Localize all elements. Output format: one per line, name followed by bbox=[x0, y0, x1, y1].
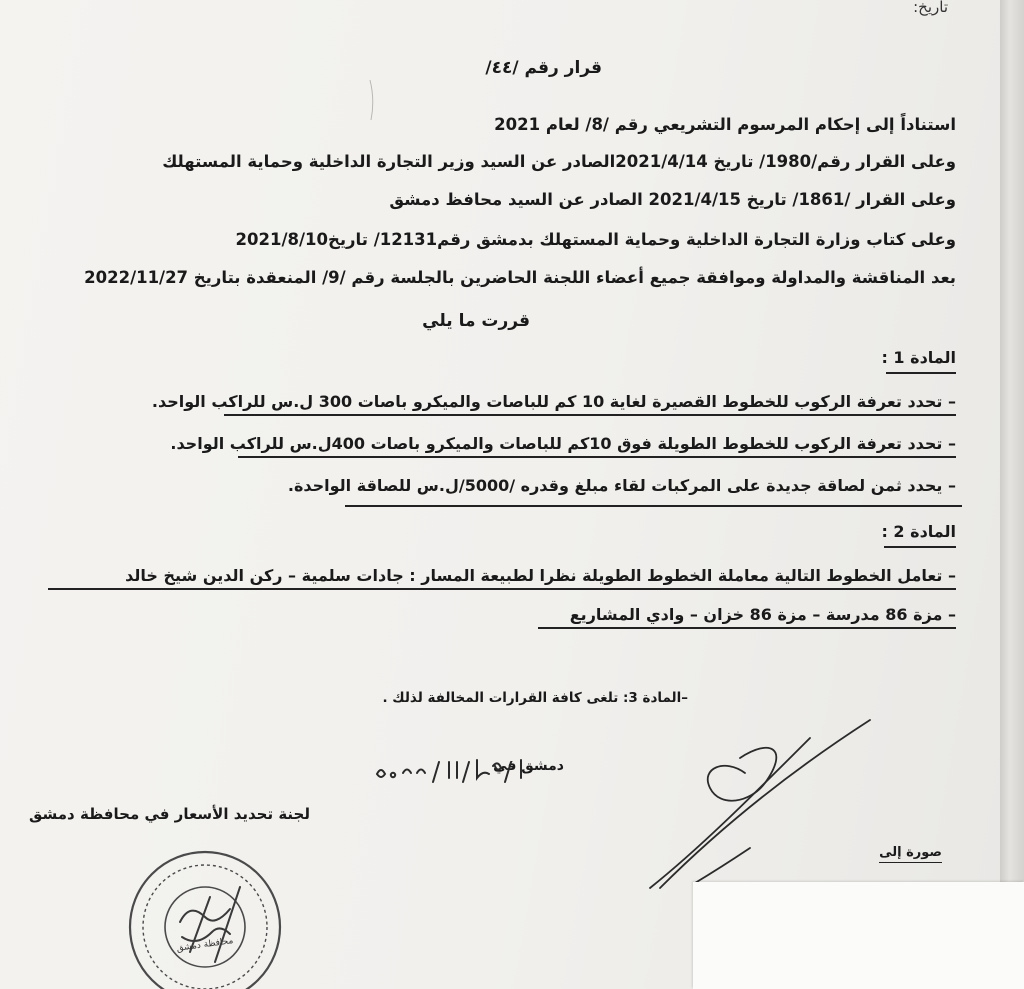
article-1-clause-3: – يحدد ثمن لصاقة جديدة على المركبات لقاء مبلغ وقدره /5000/ل.س للصاقة الواحدة. bbox=[287, 476, 956, 495]
place-date-label: دمشق في bbox=[493, 758, 564, 774]
clause-3-underline bbox=[345, 505, 962, 507]
article-1-heading: المادة 1 : bbox=[881, 348, 956, 367]
article-2-clause-1: – تعامل الخطوط التالية معاملة الخطوط الطويلة نظرا لطبيعة المسار : جادات سلمية – ركن الدين شيخ خالد bbox=[48, 566, 956, 590]
attached-note-paper bbox=[693, 882, 1024, 989]
preamble-line-2: وعلى القرار رقم/1980/ تاريخ 2021/4/14الصادر عن السيد وزير التجارة الداخلية وحماية المستهلك bbox=[162, 152, 956, 171]
preamble-line-5: بعد المناقشة والمداولة وموافقة جميع أعضاء اللجنة الحاضرين بالجلسة رقم /9/ المنعقدة بتاريخ 2022/11/27 bbox=[84, 268, 956, 287]
signature bbox=[640, 718, 880, 893]
article-1-clause-1: – تحدد تعرفة الركوب للخطوط القصيرة لغاية 10 كم للباصات والميكرو باصات 300 ل.س للراكب الواحد. bbox=[224, 392, 956, 416]
decided-heading: قررت ما يلي bbox=[422, 311, 530, 331]
preamble-line-1: استناداً إلى إحكام المرسوم التشريعي رقم /8/ لعام 2021 bbox=[494, 115, 956, 134]
copy-to-label: صورة إلى bbox=[879, 845, 942, 863]
official-stamp bbox=[120, 842, 290, 989]
handwritten-date bbox=[365, 748, 535, 788]
article-2-underline bbox=[884, 546, 956, 548]
article-1-underline bbox=[886, 372, 956, 374]
date-label: تاريخ: bbox=[913, 0, 948, 16]
article-1-clause-2: – تحدد تعرفة الركوب للخطوط الطويلة فوق 10كم للباصات والميكرو باصات 400ل.س للراكب الواحد. bbox=[238, 434, 956, 458]
paper-crease-mark bbox=[368, 80, 376, 120]
article-3-text: –المادة 3: تلغى كافة القرارات المخالفة لذلك . bbox=[382, 690, 688, 706]
committee-name: لجنة تحديد الأسعار في محافظة دمشق bbox=[28, 805, 310, 823]
article-2-clause-2: – مزة 86 مدرسة – مزة 86 خزان – وادي المشاريع bbox=[538, 605, 956, 629]
preamble-line-4: وعلى كتاب وزارة التجارة الداخلية وحماية المستهلك بدمشق رقم12131/ تاريخ2021/8/10 bbox=[235, 230, 956, 249]
stamp-text: محافظة دمشق bbox=[176, 936, 234, 954]
article-2-heading: المادة 2 : bbox=[881, 522, 956, 541]
decree-title: قرار رقم /٤٤/ bbox=[485, 58, 602, 78]
background-edge bbox=[1000, 0, 1024, 989]
preamble-line-3: وعلى القرار /1861/ تاريخ 2021/4/15 الصادر عن السيد محافظ دمشق bbox=[389, 190, 956, 209]
